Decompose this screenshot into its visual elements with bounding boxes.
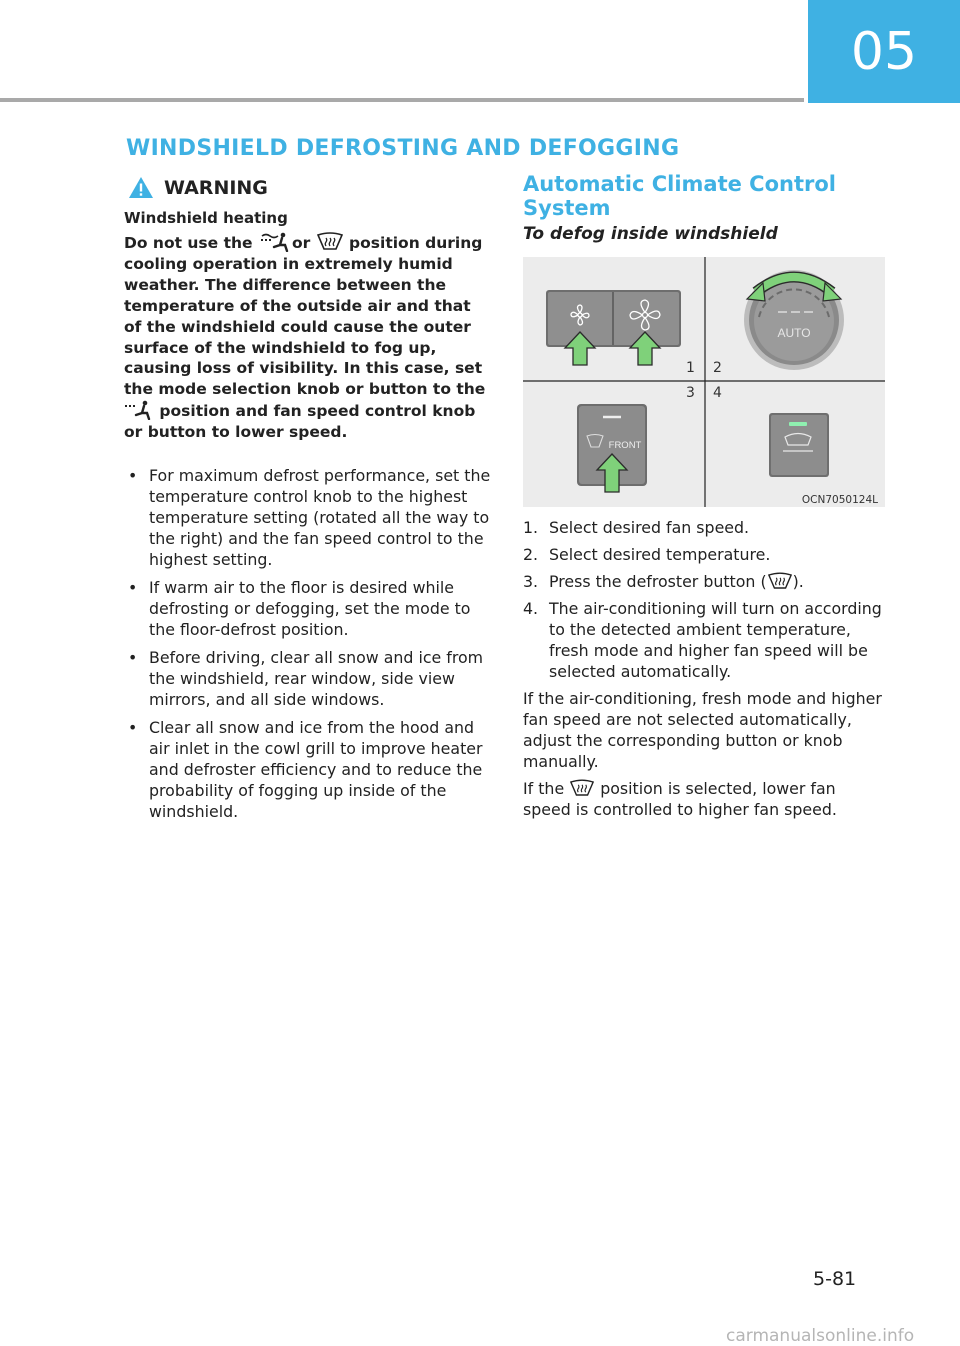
defrost-icon [569, 779, 595, 798]
warning-body-part3: position and fan speed control knob or button to lower speed. [124, 402, 476, 442]
step-text: Press the defroster button ( [549, 572, 767, 591]
list-item: • Before driving, clear all snow and ice from the windshield, rear window, side view mirrors, and all side windows. [124, 647, 492, 710]
paragraph-start: If the [523, 779, 565, 798]
warning-heading-row [128, 176, 492, 199]
warning-body-part1: Do not use the [124, 234, 253, 252]
figure-code: OCN7050124L [801, 494, 878, 506]
figure-label-4: 4 [713, 385, 722, 401]
figure-label-1: 1 [686, 360, 695, 376]
warning-triangle-icon [128, 176, 154, 199]
step-number: 3. [523, 572, 539, 591]
warning-subheading: Windshield heating [124, 209, 288, 227]
step-text: Select desired fan speed. [549, 518, 750, 537]
list-item: • If warm air to the floor is desired while defrosting or defogging, set the mode to the floor-defrost position. [124, 577, 492, 640]
climate-control-figure [523, 257, 885, 507]
list-item [523, 517, 888, 538]
defrost-icon [316, 232, 344, 252]
steps-list [523, 517, 888, 682]
chapter-tab: 05 [808, 0, 960, 103]
list-item [523, 598, 888, 682]
page-number: 5-81 [813, 1268, 857, 1290]
right-column [523, 172, 888, 820]
header-rule [0, 98, 804, 102]
figure-label-2: 2 [713, 360, 722, 376]
climate-control-illustration [523, 257, 885, 507]
step-number: 2. [523, 545, 539, 564]
warning-body-or: or [291, 234, 311, 252]
step-text: Select desired temperature. [549, 545, 771, 564]
figure-label-3: 3 [686, 385, 695, 401]
list-item: • For maximum defrost performance, set the temperature control knob to the highest temperature setting (rotated all the way to the right) and the fan speed control to the highest setting. [124, 465, 492, 570]
subsection-title: Automatic Climate Control System [523, 172, 836, 220]
warning-heading: WARNING [164, 176, 268, 199]
defrost-icon [767, 572, 793, 591]
section-title: WINDSHIELD DEFROSTING AND DEFOGGING [126, 136, 680, 161]
list-item: • Clear all snow and ice from the hood and air inlet in the cowl grill to improve heater and defroster efficiency and to reduce the probability of fogging up inside of the windshield. [124, 717, 492, 822]
paragraph [523, 778, 888, 820]
list-item [523, 571, 888, 592]
floor-defrost-mode-icon [258, 232, 292, 252]
step-text: The air-conditioning will turn on according to the detected ambient temperature, fresh mode and higher fan speed will be selected automatically. [549, 599, 882, 681]
step-text-end: ). [792, 572, 804, 591]
subsection-subtitle: To defog inside windshield [523, 224, 778, 244]
tips-list [124, 465, 492, 822]
paragraph: If the air-conditioning, fresh mode and higher fan speed are not selected automatically, adjust the corresponding button or knob manually. [523, 689, 882, 771]
warning-body [124, 232, 492, 443]
left-column [124, 176, 492, 829]
paragraph-end: position is selected, lower fan speed is controlled to higher fan speed. [523, 779, 837, 819]
watermark: carmanualsonline.info [726, 1326, 915, 1346]
warning-body-part2: position during cooling operation in extremely humid weather. The difference between the temperature of the outside air and that of the windshield could cause the outer surface of the windshield to fog up, causing loss of visibility. In this case, set the mode selection knob or button to the [124, 234, 486, 399]
list-item [523, 544, 888, 565]
front-button-label: FRONT [608, 440, 642, 451]
step-number: 4. [523, 599, 539, 618]
floor-mode-icon [124, 400, 154, 420]
step-number: 1. [523, 518, 539, 537]
knob-label: AUTO [777, 326, 811, 340]
